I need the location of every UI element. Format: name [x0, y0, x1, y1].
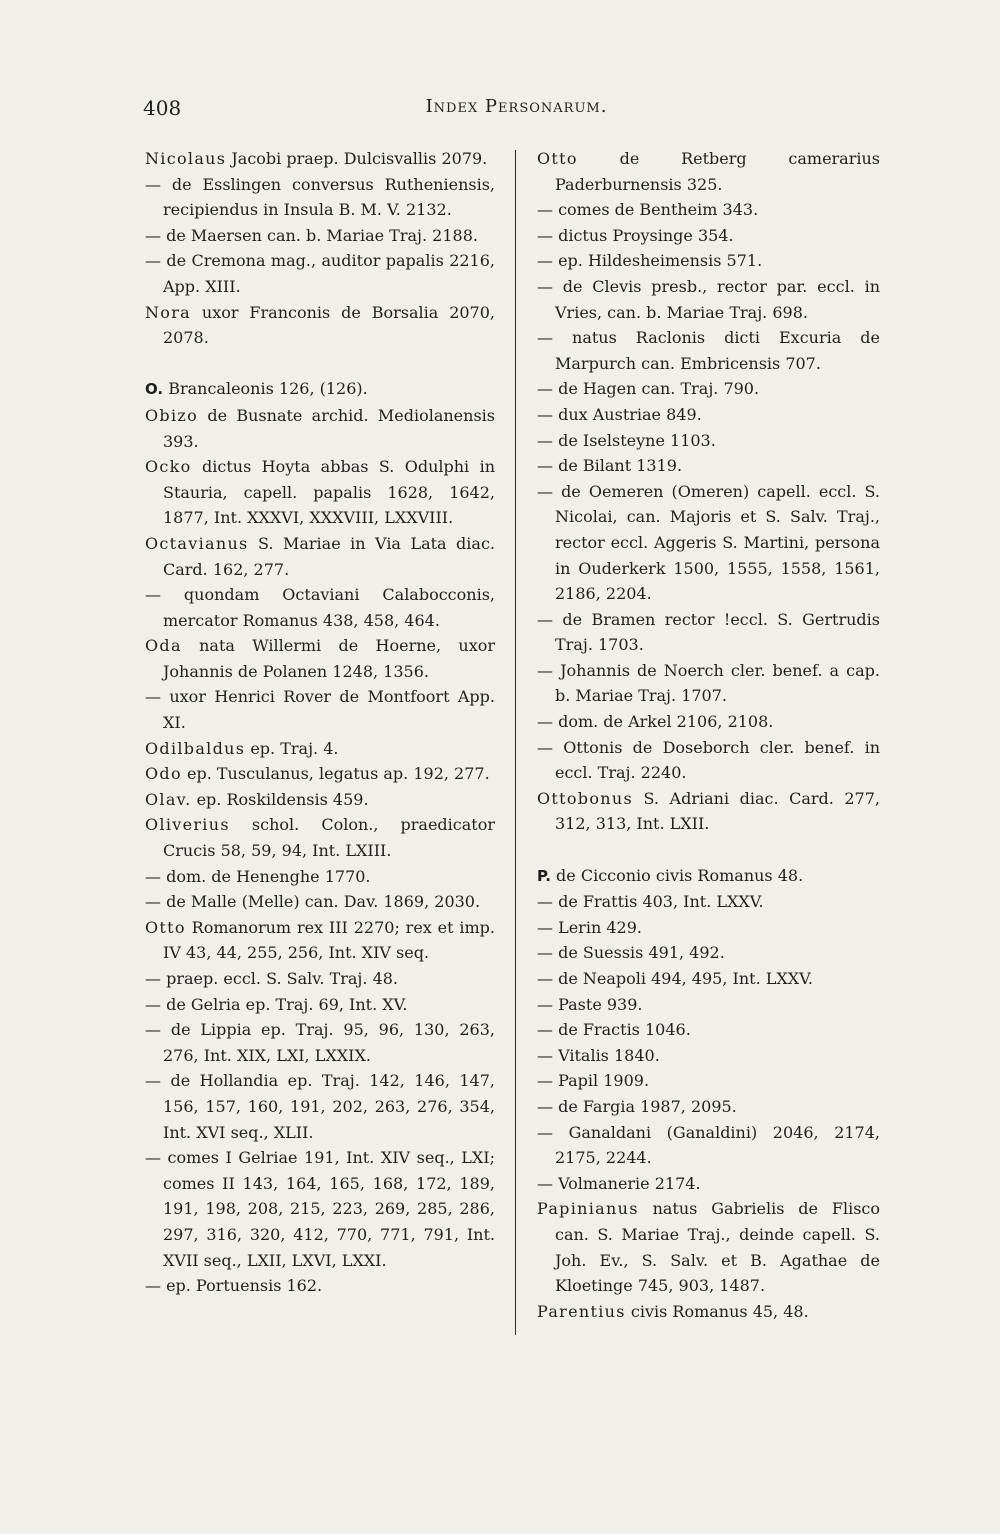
- section-gap: [145, 351, 495, 377]
- index-entry: [145, 223, 495, 249]
- index-entry: [537, 940, 880, 966]
- entry-headword: Obizo: [145, 405, 199, 425]
- entry-text: — de Bilant 1319.: [537, 456, 683, 476]
- index-entry: [145, 812, 495, 863]
- entry-text: nata Willermi de Hoerne, uxor Johannis de Polanen 1248, 1356.: [163, 636, 495, 681]
- index-entry: [145, 915, 495, 966]
- entry-headword: Parentius: [537, 1301, 626, 1321]
- index-entry: [537, 223, 880, 249]
- index-entry: [145, 248, 495, 299]
- entry-text: de Busnate archid. Mediolanensis 393.: [163, 405, 495, 451]
- index-entry: [537, 1017, 880, 1043]
- entry-text: natus Gabrielis de Flisco can. S. Mariae Traj., deinde capell. S. Joh. Ev., S. Salv. et B. Agathae de Kloetinge 745, 903, 1487.: [555, 1199, 880, 1296]
- right-column: [537, 146, 880, 1324]
- entry-text: — de Clevis presb., rector par. eccl. in Vries, can. b. Mariae Traj. 698.: [537, 276, 880, 322]
- index-entry: [537, 1094, 880, 1120]
- index-entry: [537, 786, 880, 837]
- entry-text: — de Fractis 1046.: [537, 1020, 691, 1040]
- index-entry: [145, 300, 495, 351]
- entry-text: — Lerin 429.: [537, 917, 642, 937]
- entry-text: S. Adriani diac. Card. 277, 312, 313, Int. LXII.: [555, 788, 880, 834]
- entry-text: S. Mariae in Via Lata diac. Card. 162, 277.: [163, 533, 495, 579]
- page-header: [143, 96, 890, 126]
- entry-text: — de Maersen can. b. Mariae Traj. 2188.: [145, 225, 478, 245]
- entry-text: — de Hollandia ep. Traj. 142, 146, 147, 156, 157, 160, 191, 202, 263, 276, 354, Int. XVI seq., XLII.: [145, 1071, 495, 1142]
- section-gap: [537, 837, 880, 863]
- letter-initial: O.: [145, 380, 164, 399]
- entry-text: — uxor Henrici Rover de Montfoort App. XI.: [145, 687, 495, 733]
- entry-headword: Ottobonus: [537, 788, 634, 808]
- entry-text: — de Hagen can. Traj. 790.: [537, 379, 760, 399]
- entry-headword: Nicolaus: [145, 149, 227, 168]
- index-entry: [537, 1196, 880, 1298]
- letter-initial: P.: [537, 866, 551, 885]
- entry-text: — Ganaldani (Ganaldini) 2046, 2174, 2175, 2244.: [537, 1122, 880, 1168]
- entry-text: — Volmanerie 2174.: [537, 1173, 701, 1193]
- entry-text: — de Bramen rector !eccl. S. Gertrudis Traj. 1703.: [537, 609, 880, 655]
- index-entry: [145, 992, 495, 1018]
- index-entry: [537, 966, 880, 992]
- entry-headword: Otto: [537, 149, 578, 168]
- entry-headword: Odo: [145, 764, 182, 784]
- entry-headword: Nora: [145, 302, 192, 322]
- entry-text: — dom. de Arkel 2106, 2108.: [537, 712, 774, 732]
- index-entry: [537, 453, 880, 479]
- entry-headword: Oliverius: [145, 815, 230, 835]
- entry-text: — de Esslingen conversus Rutheniensis, recipiendus in Insula B. M. V. 2132.: [145, 174, 495, 220]
- index-entry: [537, 889, 880, 915]
- entry-text: — de Lippia ep. Traj. 95, 96, 130, 263, 276, Int. XIX, LXI, LXXIX.: [145, 1020, 495, 1065]
- index-entry: [145, 403, 495, 454]
- index-entry: [145, 454, 495, 531]
- index-entry: [537, 1043, 880, 1069]
- index-entry: [537, 658, 880, 709]
- entry-headword: Otto: [145, 917, 186, 937]
- index-entry: [537, 1068, 880, 1094]
- index-entry: [537, 709, 880, 735]
- index-entry: [145, 966, 495, 992]
- index-entry: [145, 761, 495, 787]
- index-entry: [537, 992, 880, 1018]
- index-entry: [145, 633, 495, 684]
- entry-headword: Oda: [145, 636, 182, 656]
- entry-text: — praep. eccl. S. Salv. Traj. 48.: [145, 969, 399, 988]
- index-entry: [145, 864, 495, 890]
- index-entry: [537, 607, 880, 658]
- entry-text: de Cicconio civis Romanus 48.: [550, 865, 804, 885]
- index-entry: [537, 735, 880, 786]
- entry-text: ep. Traj. 4.: [245, 738, 339, 758]
- index-entry: [537, 915, 880, 941]
- left-column: [145, 146, 495, 1299]
- entry-text: — comes I Gelriae 191, Int. XIV seq., LXI; comes II 143, 164, 165, 168, 172, 189, 191, 198, 208, 215, 223, 269, 285, 286, 297, 316, 320, 412, 770, 771, 791, Int. XVII seq., LXII, LXVI, LXXI.: [145, 1148, 495, 1270]
- entry-text: ep. Roskildensis 459.: [191, 789, 369, 809]
- index-entry: [145, 736, 495, 762]
- entry-text: de Retberg camerarius Paderburnensis 325.: [555, 149, 880, 194]
- index-entry: [145, 146, 495, 172]
- entry-text: — de Malle (Melle) can. Dav. 1869, 2030.: [145, 892, 481, 912]
- entry-text: — de Gelria ep. Traj. 69, Int. XV.: [145, 994, 408, 1014]
- index-entry: [145, 1273, 495, 1299]
- index-entry: [145, 376, 495, 403]
- entry-text: — Johannis de Noerch cler. benef. a cap. b. Mariae Traj. 1707.: [537, 660, 880, 706]
- index-entry: [537, 402, 880, 428]
- index-entry: [537, 325, 880, 376]
- index-entry: [537, 146, 880, 197]
- index-entry: [145, 1145, 495, 1273]
- index-entry: [537, 1120, 880, 1171]
- entry-headword: Ocko: [145, 457, 192, 477]
- entry-text: Jacobi praep. Dulcisvallis 2079.: [226, 149, 488, 168]
- index-entry: [537, 248, 880, 274]
- entry-text: — de Frattis 403, Int. LXXV.: [537, 892, 764, 912]
- entry-text: — de Suessis 491, 492.: [537, 943, 725, 963]
- index-entry: [537, 479, 880, 607]
- index-entry: [537, 1171, 880, 1197]
- index-entry: [145, 787, 495, 813]
- column-divider: [515, 150, 516, 1335]
- entry-text: — Vitalis 1840.: [537, 1045, 660, 1065]
- entry-text: — dictus Proysinge 354.: [537, 225, 734, 245]
- entry-text: — dom. de Henenghe 1770.: [145, 866, 371, 886]
- entry-headword: Odilbaldus: [145, 738, 246, 758]
- entry-text: Brancaleonis 126, (126).: [163, 379, 368, 399]
- entry-headword: Olav.: [145, 789, 192, 809]
- entry-text: — natus Raclonis dicti Excuria de Marpurch can. Embricensis 707.: [537, 328, 880, 373]
- entry-text: — de Neapoli 494, 495, Int. LXXV.: [537, 969, 813, 988]
- entry-text: ep. Tusculanus, legatus ap. 192, 277.: [181, 764, 490, 784]
- entry-text: civis Romanus 45, 48.: [625, 1301, 809, 1321]
- index-entry: [537, 428, 880, 454]
- index-entry: [145, 172, 495, 223]
- entry-text: — de Oemeren (Omeren) capell. eccl. S. Nicolai, can. Majoris et S. Salv. Traj., rector eccl. Aggeris S. Martini, persona in Ouderkerk 1500, 1555, 1558, 1561, 2186, 2204.: [537, 481, 880, 604]
- entry-text: — Ottonis de Doseborch cler. benef. in eccl. Traj. 2240.: [537, 737, 880, 783]
- index-entry: [145, 1068, 495, 1145]
- index-entry: [145, 1017, 495, 1068]
- entry-text: schol. Colon., praedicator Crucis 58, 59, 94, Int. LXIII.: [163, 815, 495, 861]
- entry-headword: Octavianus: [145, 533, 249, 553]
- entry-text: — de Fargia 1987, 2095.: [537, 1096, 737, 1116]
- entry-text: Romanorum rex III 2270; rex et imp. IV 43, 44, 255, 256, Int. XIV seq.: [163, 917, 495, 963]
- entry-text: — de Cremona mag., auditor papalis 2216, App. XIII.: [145, 251, 495, 296]
- index-entry: [145, 582, 495, 633]
- running-title: Index Personarum.: [425, 96, 608, 117]
- entry-text: — quondam Octaviani Calabocconis, mercator Romanus 438, 458, 464.: [145, 585, 495, 630]
- index-entry: [537, 863, 880, 890]
- index-entry: [145, 531, 495, 582]
- index-entry: [537, 197, 880, 223]
- index-entry: [537, 1299, 880, 1325]
- entry-text: — de Iselsteyne 1103.: [537, 430, 716, 450]
- entry-text: — ep. Portuensis 162.: [145, 1276, 323, 1296]
- index-entry: [145, 684, 495, 735]
- entry-headword: Papinianus: [537, 1199, 639, 1219]
- entry-text: uxor Franconis de Borsalia 2070, 2078.: [163, 302, 495, 348]
- page-number: 408: [143, 96, 182, 120]
- index-entry: [537, 376, 880, 402]
- entry-text: dictus Hoyta abbas S. Odulphi in Stauria, capell. papalis 1628, 1642, 1877, Int. XXXVI, XXXVIII, LXXVIII.: [163, 457, 495, 528]
- entry-text: — ep. Hildesheimensis 571.: [537, 251, 763, 271]
- index-entry: [537, 274, 880, 325]
- entry-text: — Paste 939.: [537, 994, 643, 1014]
- entry-text: — comes de Bentheim 343.: [537, 200, 759, 220]
- entry-text: — dux Austriae 849.: [537, 404, 702, 424]
- index-entry: [145, 889, 495, 915]
- entry-text: — Papil 1909.: [537, 1071, 650, 1091]
